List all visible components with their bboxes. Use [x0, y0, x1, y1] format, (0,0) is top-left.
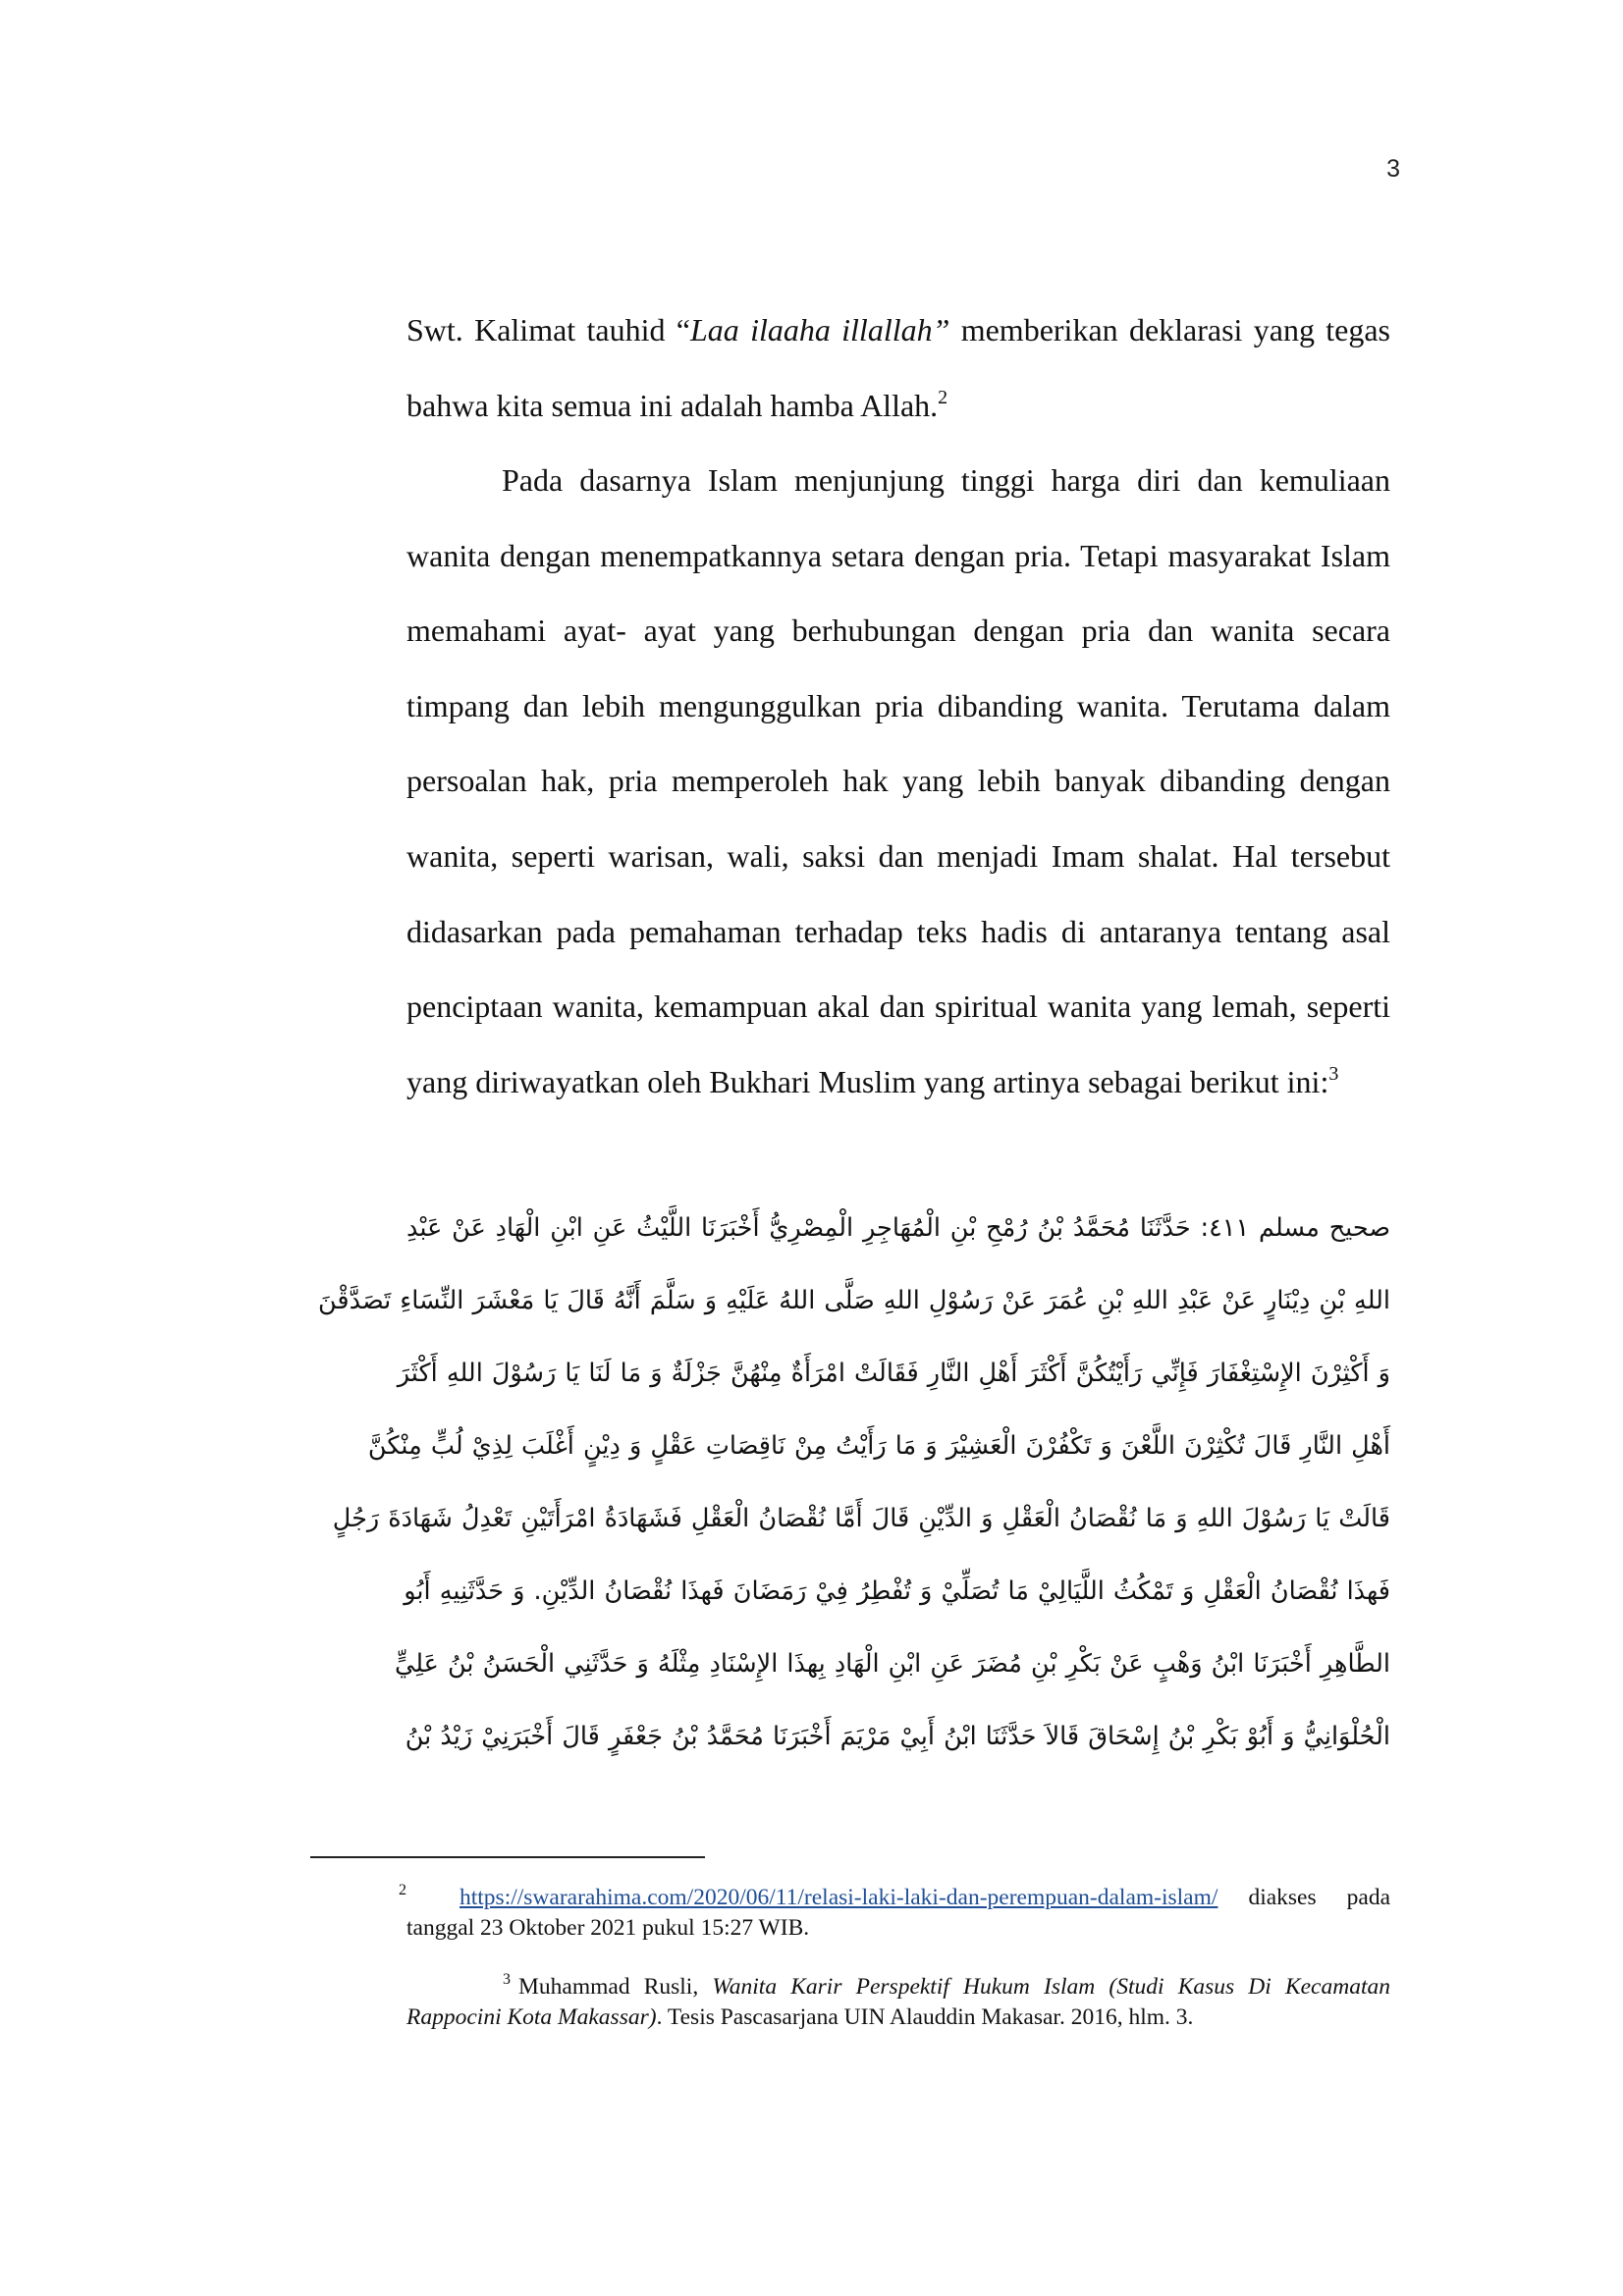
arabic-line: وَ أَكْثِرْنَ الإِسْتِغْفَارَ فَإِنِّي رَأَيْتُكُنَّ أَكْثَرَ أَهْلِ النَّارِ فَقَالَتْ امْرَأَةٌ مِنْهُنَّ جَزْلَةٌ وَ مَا لَنَا يَا رَسُوْلَ اللهِ أَكْثَرَ	[397, 1359, 1390, 1388]
arabic-line: قَالَتْ يَا رَسُوْلَ اللهِ وَ مَا نُقْصَانُ الْعَقْلِ وَ الدِّيْنِ قَالَ أَمَّا نُقْصَانُ الْعَقْلِ فَشَهَادَةُ امْرَأَتَيْنِ تَعْدِلُ شَهَادَةَ رَجُلٍ	[332, 1504, 1390, 1533]
footnote-ref-2[interactable]: 2	[938, 386, 948, 408]
footnote-3-author: Muhammad Rusli,	[518, 1974, 713, 2000]
footnote-ref-3[interactable]: 3	[1328, 1062, 1339, 1085]
paragraph-1-italic-phrase: Laa ilaaha illallah”	[689, 312, 950, 347]
footnote-separator	[310, 1856, 705, 1858]
page-number: 3	[1386, 155, 1400, 183]
paragraph-1-lead: Swt. Kalimat tauhid “	[406, 312, 690, 347]
arabic-line: الْحُلْوَانِيُّ وَ أَبُوْ بَكْرِ بْنُ إِسْحَاقَ قَالاَ حَدَّثَنَا ابْنُ أَبِيْ مَرْيَمَ أَخْبَرَنَا مُحَمَّدُ بْنُ جَعْفَرٍ قَالَ أَخْبَرَنِيْ زَيْدُ بْنُ	[405, 1722, 1390, 1751]
arabic-line: صحيح مسلم ٤١١: حَدَّثَنَا مُحَمَّدُ بْنُ رُمْحِ بْنِ الْمُهَاجِرِ الْمِصْرِيُّ أَخْبَرَنَا اللَّيْثُ عَنِ ابْنِ الْهَادِ عَنْ عَبْدِ	[406, 1213, 1390, 1243]
paragraph-2-text: Pada dasarnya Islam menjunjung tinggi harga diri dan kemuliaan wanita dengan menempatkannya setara dengan pria. Tetapi masyarakat Islam memahami ayat- ayat yang berhubungan dengan pria dan wanita secara timpang dan lebih mengunggulkan pria dibanding wanita. Terutama dalam persoalan hak, pria memperoleh hak yang lebih banyak dibanding dengan wanita, seperti warisan, wali, saksi dan menjadi Imam shalat. Hal tersebut didasarkan pada pemahaman terhadap teks hadis di antaranya tentang asal penciptaan wanita, kemampuan akal dan spiritual wanita yang lemah, seperti yang diriwayatkan oleh Bukhari Muslim yang artinya sebagai berikut ini:	[406, 462, 1390, 1099]
arabic-line: اللهِ بْنِ دِيْنَارٍ عَنْ عَبْدِ اللهِ بْنِ عُمَرَ عَنْ رَسُوْلِ اللهِ صَلَّى اللهُ عَلَيْهِ وَ سَلَّمَ أَنَّهُ قَالَ يَا مَعْشَرَ النِّسَاءِ تَصَدَّقْنَ	[318, 1286, 1390, 1315]
footnote-2-text: diakses pada tanggal 23 Oktober 2021 pukul 15:27 WIB.	[406, 1885, 1390, 1941]
paragraph-2	[406, 443, 1390, 1119]
footnote-2-link[interactable]: https://swararahima.com/2020/06/11/relasi-laki-laki-dan-perempuan-dalam-islam/	[460, 1885, 1218, 1910]
paragraph-1	[406, 293, 1390, 443]
arabic-hadith-block	[318, 1192, 1390, 1773]
arabic-line: أَهْلِ النَّارِ قَالَ تُكْثِرْنَ اللَّعْنَ وَ تَكْفُرْنَ الْعَشِيْرَ وَ مَا رَأَيْتُ مِنْ نَاقِصَاتِ عَقْلٍ وَ دِيْنٍ أَغْلَبَ لِذِيْ لُبٍّ مِنْكُنَّ	[367, 1431, 1390, 1461]
footnote-3-title: Wanita Karir Perspektif Hukum Islam (Studi Kasus Di Kecamatan Rappocini Kota Makassar)	[406, 1974, 1390, 2030]
footnote-2: $^2$ https://swararahima.com/2020/06/11/relasi-laki-laki-dan-perempuan-dalam-islam/ diakses pada tanggal 23 Oktober 2021 pukul 15:27 WIB.	[399, 1882, 1390, 1941]
footnote-3-rest: . Tesis Pascasarjana UIN Alauddin Makasar. 2016, hlm. 3.	[656, 2004, 1194, 2030]
arabic-line: الطَّاهِرِ أَخْبَرَنَا ابْنُ وَهْبٍ عَنْ بَكْرِ بْنِ مُضَرَ عَنِ ابْنِ الْهَادِ بِهذَا الإِسْنَادِ مِثْلَهُ وَ حَدَّثَنِي الْحَسَنُ بْنُ عَلِيٍّ	[394, 1649, 1390, 1679]
paragraph-1-tail: memberikan deklarasi yang tegas bahwa kita semua ini adalah hamba Allah.	[406, 312, 1391, 423]
footnote-3: $^3$ Muhammad Rusli, Wanita Karir Perspektif Hukum Islam (Studi Kasus Di Kecamatan Rappocini Kota Makassar). Tesis Pascasarjana UIN Alauddin Makasar. 2016, hlm. 3.	[406, 1971, 1390, 2030]
arabic-line: فَهذَا نُقْصَانُ الْعَقْلِ وَ تَمْكُثُ اللَّيَالِيْ مَا تُصَلِّيْ وَ تُفْطِرُ فِيْ رَمَضَانَ فَهذَا نُقْصَانُ الدِّيْنِ. وَ حَدَّثَنِيهِ أَبُو	[404, 1576, 1390, 1606]
